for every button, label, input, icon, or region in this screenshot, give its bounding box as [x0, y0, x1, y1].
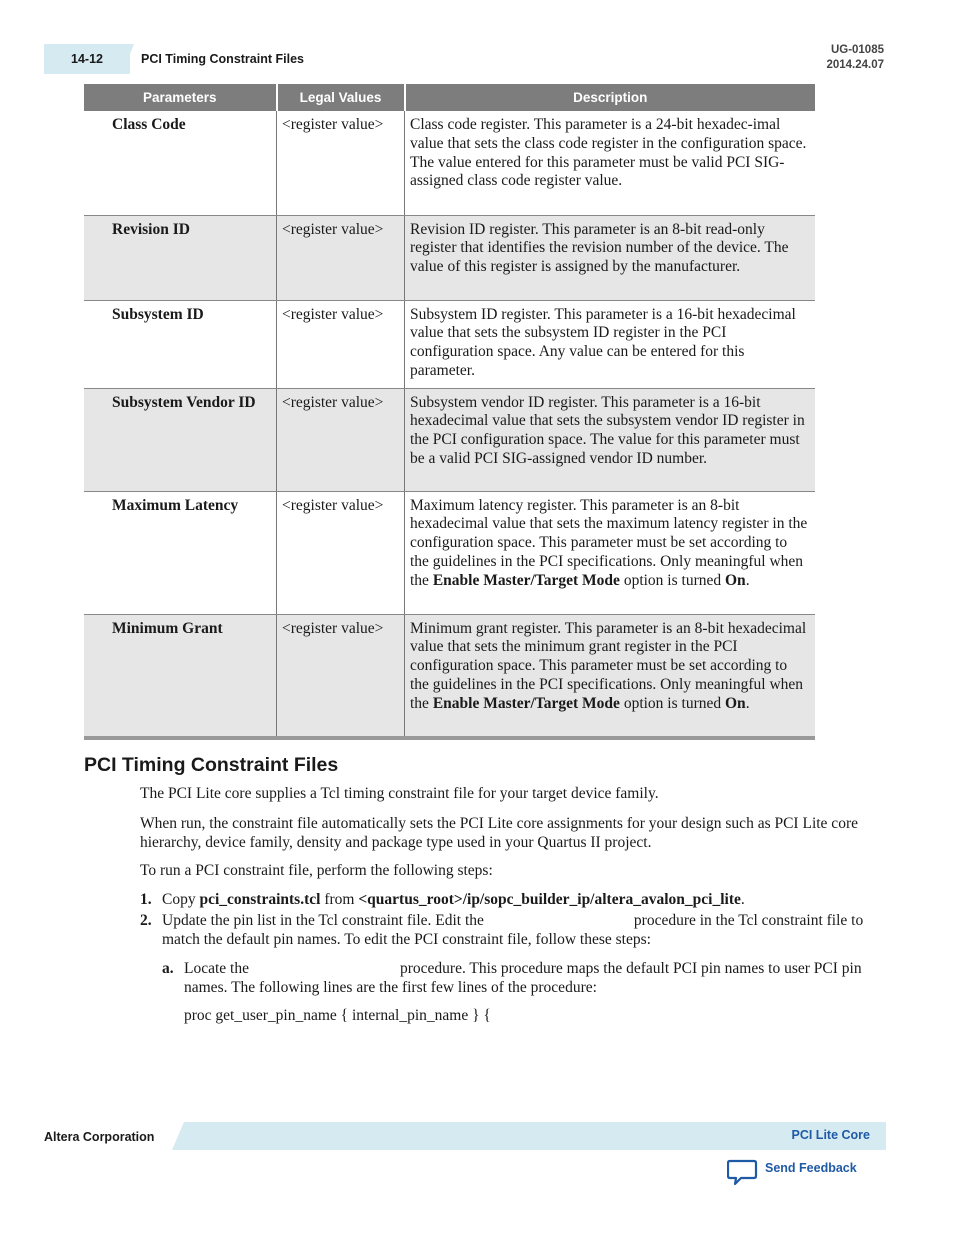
paragraph: When run, the constraint file automatically sets the PCI Lite core assignments for your design such as PCI Lite core hierarchy, device family, density and package type used in your Quartus II project. — [140, 815, 858, 851]
ui-option-value: On — [725, 571, 746, 589]
legal-value: <register value> — [277, 111, 405, 215]
description-text: option is turned — [619, 571, 725, 589]
table-row — [84, 215, 815, 300]
parameter-description: Class code register. This parameter is a 24-bit hexadec-imal value that sets the class code register in the configuration space. The value entered for this parameter must be valid PCI SIG-assigned class code register value. — [405, 111, 816, 215]
list-number: 1. — [140, 891, 152, 908]
parameter-name: Class Code — [84, 111, 277, 215]
table-row — [84, 111, 815, 215]
file-path: <quartus_root>/ip/sopc_builder_ip/altera_avalon_pci_lite — [358, 891, 741, 908]
ui-option-value: On — [725, 694, 746, 712]
speech-bubble-icon[interactable] — [727, 1159, 759, 1187]
ui-option-name: Enable Master/Target Mode — [432, 571, 620, 589]
ui-option-name: Enable Master/Target Mode — [432, 694, 620, 712]
footer-company: Altera Corporation — [44, 1130, 155, 1144]
footer-band — [184, 1122, 886, 1150]
step-text: Copy — [162, 891, 200, 908]
legal-value: <register value> — [277, 300, 405, 388]
document-date: 2014.24.07 — [826, 59, 884, 71]
legal-value: <register value> — [277, 491, 405, 614]
step-text: from — [320, 891, 359, 908]
description-text: . — [745, 694, 750, 712]
file-name: pci_constraints.tcl — [199, 891, 321, 908]
parameter-description: Subsystem ID register. This parameter is a 16-bit hexadecimal value that sets the subsystem ID register in the PCI configuration space. Any value can be entered for this parameter. — [405, 300, 816, 388]
parameter-name: Revision ID — [84, 215, 277, 300]
running-header-title: PCI Timing Constraint Files — [141, 52, 304, 66]
description-text: . — [745, 571, 750, 589]
paragraph: To run a PCI constraint file, perform the following steps: — [140, 862, 493, 879]
description-text: option is turned — [619, 694, 725, 712]
parameter-name: Subsystem Vendor ID — [84, 388, 277, 491]
table-row — [84, 388, 815, 491]
step-text: Locate the — [184, 960, 249, 977]
parameter-description: Revision ID register. This parameter is an 8-bit read-only register that identifies the revision number of the device. The value of this register is assigned by the manufacturer. — [405, 215, 816, 300]
table-row — [84, 614, 815, 738]
table-row — [84, 491, 815, 614]
legal-value: <register value> — [277, 215, 405, 300]
document-id-block — [826, 43, 884, 73]
legal-value: <register value> — [277, 388, 405, 491]
list-text — [162, 912, 870, 950]
table-header-row — [84, 84, 815, 111]
step-text: . — [740, 891, 745, 908]
step-text: procedure in the Tcl constraint file to match the default pin names. To edit the PCI constraint file, follow these steps: — [162, 912, 864, 948]
column-header-description: Description — [405, 84, 816, 111]
column-header-legal-values: Legal Values — [277, 84, 405, 111]
section-heading: PCI Timing Constraint Files — [84, 754, 339, 776]
list-text — [184, 960, 870, 998]
parameter-name: Maximum Latency — [84, 491, 277, 614]
table-row — [84, 300, 815, 388]
step-text: Update the pin list in the Tcl constraint file. Edit the — [162, 912, 484, 929]
parameter-description: Subsystem vendor ID register. This parameter is a 16-bit hexadecimal value that sets the subsystem vendor ID register in the PCI configuration space. The value for this parameter must be a valid PCI SIG-assigned vendor ID number. — [405, 388, 816, 491]
legal-value: <register value> — [277, 614, 405, 738]
footer-product-link[interactable]: PCI Lite Core — [791, 1128, 870, 1142]
description-text: Maximum latency register. This parameter is an 8-bit hexadecimal value that sets the maximum latency register in the configuration space. This parameter must be set according to the guidelines in the PCI specifications. Only meaningful when the — [410, 496, 808, 589]
list-text — [162, 891, 870, 910]
list-letter: a. — [162, 960, 174, 977]
code-line: proc get_user_pin_name { internal_pin_name } { — [184, 1007, 491, 1024]
list-number: 2. — [140, 912, 152, 929]
step-text: procedure. This procedure maps the default PCI pin names to user PCI pin names. The following lines are the first few lines of the procedure: — [184, 960, 862, 996]
document-id: UG-01085 — [830, 44, 884, 56]
parameter-name: Subsystem ID — [84, 300, 277, 388]
send-feedback-link[interactable]: Send Feedback — [765, 1161, 857, 1175]
description-text: Minimum grant register. This parameter is an 8-bit hexadecimal value that sets the minimum grant register in the PCI configuration space. This parameter must be set according to the guidelines in the PCI specifications. Only meaningful when the — [410, 619, 807, 712]
parameter-name: Minimum Grant — [84, 614, 277, 738]
parameter-description — [405, 614, 816, 738]
column-header-parameters: Parameters — [84, 84, 277, 111]
parameters-table — [84, 84, 815, 740]
parameter-description — [405, 491, 816, 614]
paragraph: The PCI Lite core supplies a Tcl timing constraint file for your target device family. — [140, 785, 659, 802]
page-number: 14-12 — [71, 52, 103, 66]
footer-band-slant — [172, 1122, 184, 1150]
